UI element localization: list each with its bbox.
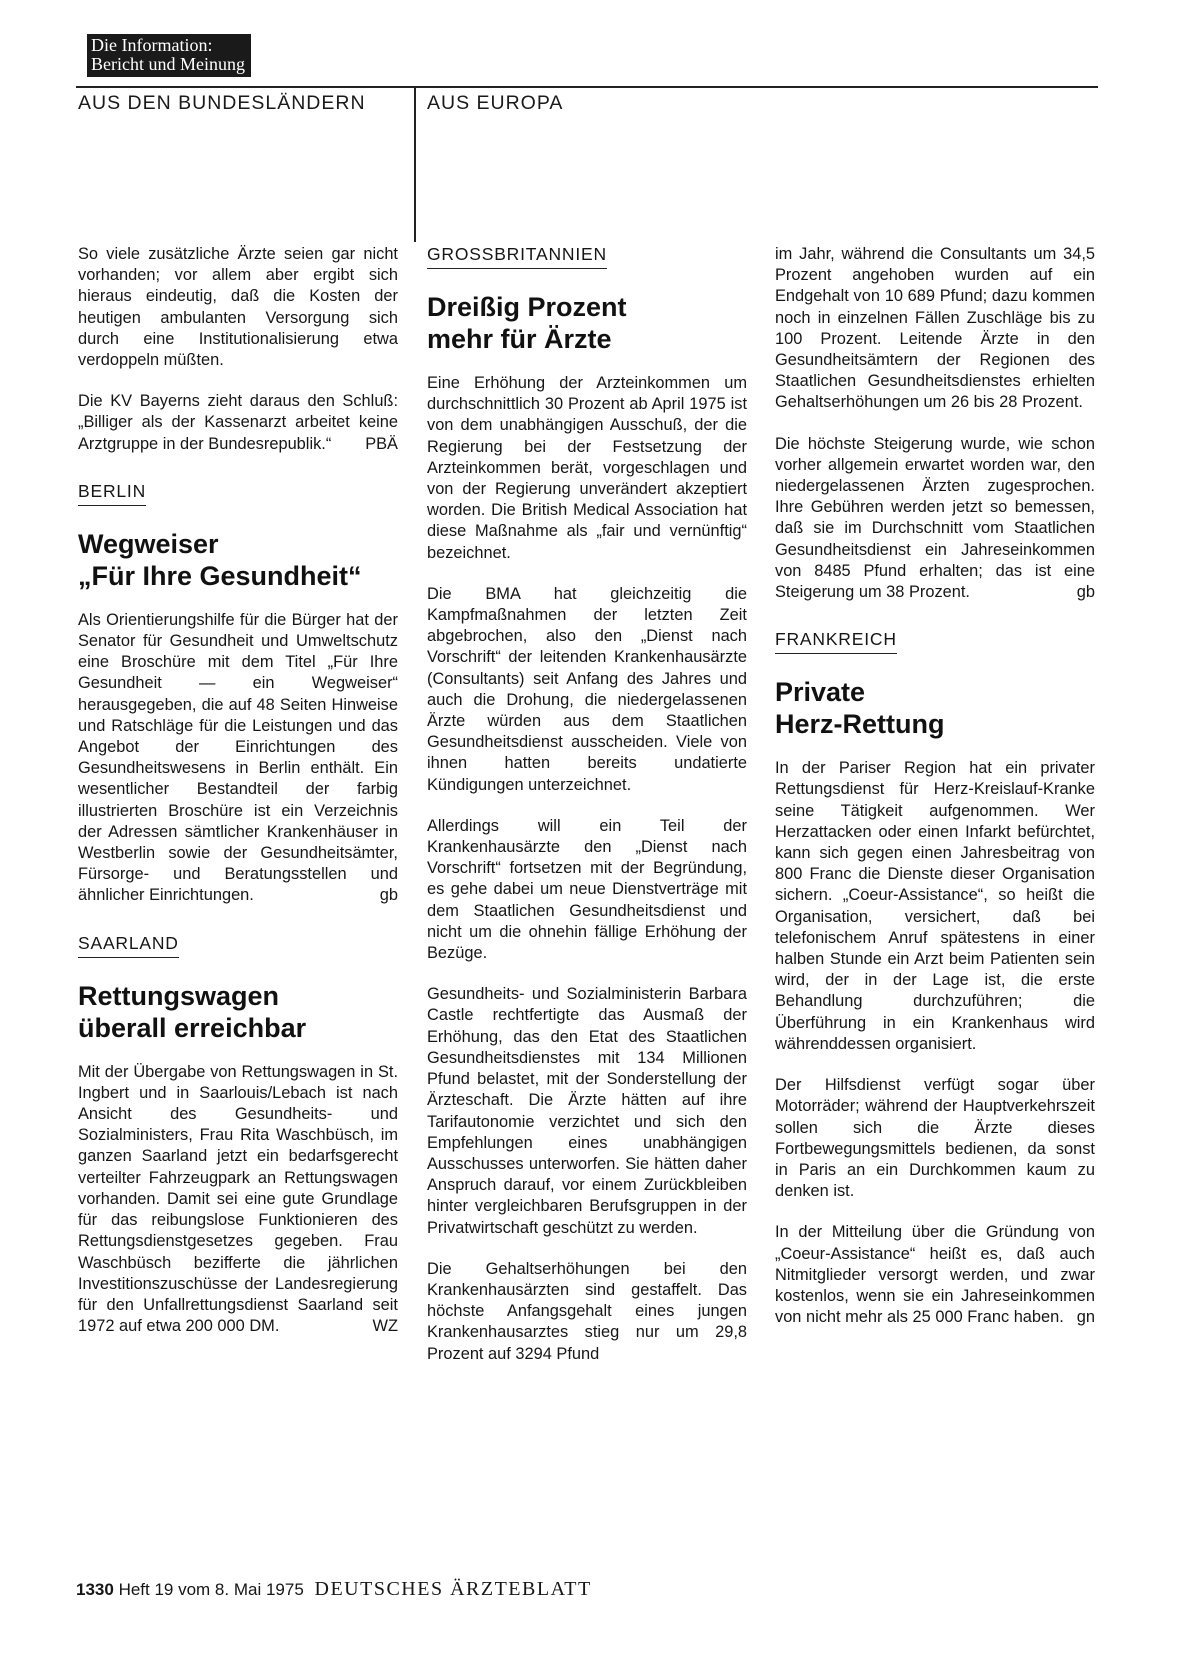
author-sign: WZ: [372, 1317, 398, 1336]
author-sign: gb: [1076, 583, 1095, 602]
article-paragraph: Die Gehaltserhöhungen bei den Krankenhausärzten sind gestaffelt. Das höchste Anfangsgehalt eines jungen Krankenhausarztes stieg nur um 29,8 Prozent auf 3294 Pfund: [427, 1259, 747, 1363]
article-paragraph: [775, 1222, 1095, 1328]
kicker-frankreich: FRANKREICH: [775, 629, 897, 654]
section-heading-left: AUS DEN BUNDESLÄNDERN: [78, 92, 366, 114]
paragraph-text: Die KV Bayerns zieht daraus den Schluß: „Billiger als der Kassenarzt arbeitet keine Arztgruppe in der Bundesrepublik.“: [78, 392, 398, 453]
article-paragraph: [78, 1062, 398, 1338]
header-rule: [76, 86, 1098, 88]
kicker-berlin: BERLIN: [78, 481, 146, 506]
article-paragraph: Eine Erhöhung der Arzteinkommen um durchschnittlich 30 Prozent ab April 1975 ist von dem unabhängigen Ausschuß, der die Regierung bei der Festsetzung der Arzteinkommen berät, vorgeschlagen und von der Regierung unverändert akzeptiert worden. Die British Medical Association hat diese Maßnahme als „fair und vernünftig“ bezeichnet.: [427, 374, 747, 562]
paragraph-text: Als Orientierungshilfe für die Bürger hat der Senator für Gesundheit und Umweltschutz eine Broschüre mit dem Titel „Für Ihre Gesundheit — ein Wegweiser“ herausgegeben, die auf 48 Seiten Hinweise und Ratschläge für die Leistungen und das Angebot der Einrichtungen des Gesundheitswesens in Berlin enthält. Ein wesentlicher Bestandteil der farbig illustrierten Broschüre ist ein Verzeichnis der Adressen sämtlicher Krankenhäuser in Westberlin sowie der Gesundheitsämter, Fürsorge- und Beratungsstellen und ähnlicher Einrichtungen.: [78, 610, 398, 905]
article-paragraph: In der Pariser Region hat ein privater Rettungsdienst für Herz-Kreislauf-Kranke seine Tätigkeit aufgenommen. Wer Herzattacken oder einen Infarkt befürchtet, kann sich gegen einen Jahresbeitrag von 800 Franc die Dienste dieser Organisation sichern. „Coeur-Assistance“, so heißt die Organisation, versichert, daß bei telefonischem Anruf spätestens in einer halben Stunde ein Arzt beim Patienten sein wird, der in der Lage ist, die erste Behandlung durchzuführen; die Überführung in ein Krankenhaus wird währenddessen organisiert.: [775, 759, 1095, 1053]
header-divider: [414, 86, 416, 242]
headline-line: Wegweiser: [78, 528, 219, 559]
headline-frankreich: [775, 676, 1095, 740]
tag-line-2: Bericht und Meinung: [91, 54, 245, 74]
tag-line-1: Die Information:: [91, 35, 213, 55]
kicker-saarland: SAARLAND: [78, 933, 179, 958]
headline-line: Herz-Rettung: [775, 709, 945, 740]
article-paragraph: [775, 434, 1095, 604]
headline-line: Rettungswagen: [78, 980, 280, 1011]
headline-line: überall erreichbar: [78, 1012, 307, 1043]
issue-info: Heft 19 vom 8. Mai 1975: [118, 1580, 304, 1599]
section-heading-right: AUS EUROPA: [427, 92, 564, 114]
page-number: 1330: [76, 1580, 114, 1599]
article-paragraph: im Jahr, während die Consultants um 34,5 Prozent angehoben wurden auf ein Endgehalt von 10 689 Pfund; dazu kommen noch in einzelnen Fällen Zuschläge bis zu 100 Prozent. Leitende Ärzte in den Gesundheitsämtern der Regionen des Staatlichen Gesundheitsdienstes erhielten Gehaltserhöhungen um 26 bis 28 Prozent.: [775, 245, 1095, 412]
author-sign: gn: [1076, 1308, 1095, 1327]
headline-line: mehr für Ärzte: [427, 324, 612, 354]
column-2: [427, 244, 747, 1385]
section-tag-box: [87, 34, 251, 77]
page-footer: [76, 1578, 592, 1601]
headline-line: „Für Ihre Gesundheit“: [78, 560, 362, 591]
headline-grossbritannien: [427, 291, 747, 355]
kicker-grossbritannien: GROSSBRITANNIEN: [427, 244, 607, 269]
headline-berlin: [78, 528, 398, 592]
headline-line: Dreißig Prozent: [427, 292, 627, 322]
article-paragraph: Der Hilfsdienst verfügt sogar über Motorräder; während der Hauptverkehrszeit sollen sich die Ärzte dieses Fortbewegungsmittels bedienen, da sonst in Paris an ein Durchkommen kaum zu denken ist.: [775, 1076, 1095, 1201]
article-paragraph: Allerdings will ein Teil der Krankenhausärzte den „Dienst nach Vorschrift“ fortsetzen mit der Begründung, es gehe dabei um neue Dienstverträge mit dem Staatlichen Gesundheitsdienst und nicht um die ohnehin fällige Erhöhung der Bezüge.: [427, 816, 747, 963]
headline-saarland: [78, 980, 398, 1044]
author-sign: gb: [379, 886, 398, 905]
article-paragraph: [78, 610, 398, 907]
column-1: [78, 244, 398, 1357]
article-paragraph: [78, 391, 398, 455]
paragraph-text: Mit der Übergabe von Rettungswagen in St. Ingbert und in Saarlouis/Lebach ist nach Ansicht des Gesundheits- und Sozialministers, Frau Rita Waschbüsch, im ganzen Saarland jetzt ein bedarfsgerecht verteilter Fahrzeugpark an Rettungswagen vorhanden. Damit sei eine gute Grundlage für das reibungslose Funktionieren des Rettungsdienstgesetzes gegeben. Frau Waschbüsch bezifferte die jährlichen Investitionszuschüsse der Landesregierung für den Unfallrettungsdienst Saarland seit 1972 auf etwa 200 000 DM.: [78, 1062, 398, 1336]
author-sign: PBÄ: [365, 434, 398, 453]
article-paragraph: Die BMA hat gleichzeitig die Kampfmaßnahmen der letzten Zeit abgebrochen, also den „Dienst nach Vorschrift“ der leitenden Krankenhausärzte (Consultants) seit Anfang des Jahres und auch die Drohung, die niedergelassenen Ärzte würden aus dem Staatlichen Gesundheitsdienst ausscheiden. Viele von ihnen hatten bereits undatierte Kündigungen unterzeichnet.: [427, 584, 747, 794]
article-paragraph: So viele zusätzliche Ärzte seien gar nicht vorhanden; vor allem aber ergibt sich hieraus eindeutig, daß die Kosten der heutigen ambulanten Versorgung sich durch eine Institutionalisierung etwa verdoppeln müßten.: [78, 245, 398, 370]
headline-line: Private: [775, 677, 866, 708]
paragraph-text: Die höchste Steigerung wurde, wie schon vorher allgemein erwartet worden war, den niedergelassenen Ärzten zugesprochen. Ihre Gebühren werden jetzt so bemessen, daß sie im Durchschnitt vom Staatlichen Gesundheitsdienst ein Jahreseinkommen von 8485 Pfund erhalten; das ist eine Steigerung um 38 Prozent.: [775, 434, 1095, 602]
article-paragraph: Gesundheits- und Sozialministerin Barbara Castle rechtfertigte das Ausmaß der Erhöhung, das den Etat des Staatlichen Gesundheitsdienstes mit 134 Millionen Pfund belastet, mit der Sonderstellung der Ärzteschaft. Die Ärzte hätten auf ihre Tarifautonomie verzichtet und sich den Empfehlungen eines unabhängigen Ausschusses unterworfen. Sie hätten daher Anspruch darauf, vor einem Zurückbleiben hinter vergleichbaren Berufsgruppen in der Privatwirtschaft geschützt zu werden.: [427, 985, 747, 1237]
publication-name: DEUTSCHES ÄRZTEBLATT: [314, 1578, 592, 1600]
paragraph-text: In der Mitteilung über die Gründung von „Coeur-Assistance“ heißt es, daß auch Nitmitglieder versorgt werden, und zwar kostenlos, wenn sie ein Jahreseinkommen von nicht mehr als 25 000 Franc haben.: [775, 1223, 1095, 1327]
column-3: [775, 244, 1095, 1348]
